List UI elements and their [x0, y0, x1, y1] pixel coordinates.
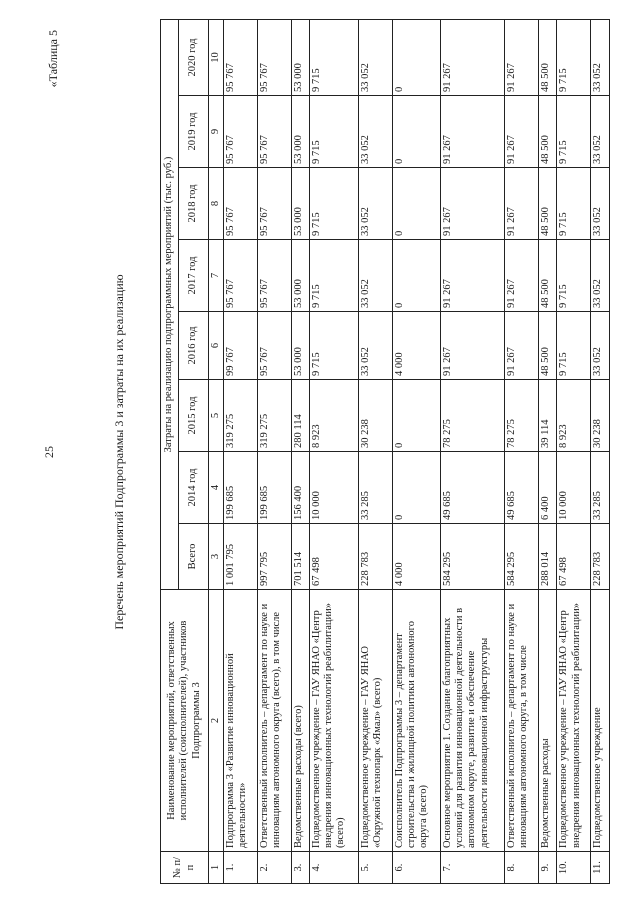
value-cell: 33 285	[358, 452, 392, 524]
table-row	[392, 20, 441, 884]
value-cell: 228 783	[358, 524, 392, 590]
table-row	[310, 20, 359, 884]
value-cell: 48 500	[538, 96, 557, 168]
value-cell: 199 685	[224, 452, 258, 524]
value-cell: 53 000	[291, 168, 310, 240]
value-cell: 10 000	[557, 452, 591, 524]
value-cell: 156 400	[291, 452, 310, 524]
rotated-content	[20, 12, 620, 892]
row-name: Ответственный исполнитель – департамент по науке и инновациям автономного округа (всего), в том числе	[257, 590, 291, 852]
value-cell: 95 767	[257, 20, 291, 96]
value-cell: 39 114	[538, 380, 557, 452]
value-cell: 99 767	[224, 312, 258, 380]
value-cell: 33 052	[591, 20, 610, 96]
table-row	[257, 20, 291, 884]
value-cell: 6 400	[538, 452, 557, 524]
row-name: Подведомственное учреждение	[591, 590, 610, 852]
value-cell: 91 267	[441, 20, 505, 96]
value-cell: 0	[392, 240, 441, 312]
value-cell: 95 767	[224, 240, 258, 312]
index-cell: 3	[209, 524, 224, 590]
row-name: Ведомственные расходы	[538, 590, 557, 852]
row-number: 11.	[591, 852, 610, 884]
value-cell: 48 500	[538, 240, 557, 312]
value-cell: 33 052	[591, 168, 610, 240]
table-row	[224, 20, 258, 884]
index-cell: 1	[209, 852, 224, 884]
value-cell: 319 275	[224, 380, 258, 452]
column-index-row	[209, 20, 224, 884]
value-cell: 280 114	[291, 380, 310, 452]
row-number: 3.	[291, 852, 310, 884]
value-cell: 95 767	[224, 168, 258, 240]
value-cell: 30 238	[358, 380, 392, 452]
value-cell: 53 000	[291, 312, 310, 380]
value-cell: 48 500	[538, 168, 557, 240]
row-number: 10.	[557, 852, 591, 884]
row-name: Подведомственное учреждение – ГАУ ЯНАО «Центр внедрения инновационных технологий реабилитации»	[557, 590, 591, 852]
expenses-table-wrap	[160, 20, 610, 884]
row-name: Ответственный исполнитель – департамент по науке и инновациям автономного округа, в том числе	[505, 590, 539, 852]
table-label: «Таблица 5	[46, 30, 60, 88]
value-cell: 33 052	[591, 312, 610, 380]
value-cell: 8 923	[557, 380, 591, 452]
row-name: Подведомственное учреждение – ГАУ ЯНАО «Центр внедрения инновационных технологий реабилитации» (всего)	[310, 590, 359, 852]
value-cell: 9 715	[557, 240, 591, 312]
value-cell: 91 267	[441, 312, 505, 380]
value-cell: 95 767	[224, 20, 258, 96]
row-number: 9.	[538, 852, 557, 884]
value-cell: 33 052	[358, 240, 392, 312]
value-cell: 8 923	[310, 380, 359, 452]
index-cell: 5	[209, 380, 224, 452]
expenses-table	[160, 19, 610, 884]
value-cell: 0	[392, 20, 441, 96]
row-name: Основное мероприятие 1. Создание благоприятных условий для развития инновационной деятельности в автономном округе, развитие и обеспечение деятельности инновационной инфраструктуры	[441, 590, 505, 852]
value-cell: 0	[392, 168, 441, 240]
value-cell: 33 285	[591, 452, 610, 524]
table-row	[591, 20, 610, 884]
header-cost-group: Затраты на реализацию подпрограммных мероприятий (тыс. руб.)	[161, 20, 179, 590]
value-cell: 199 685	[257, 452, 291, 524]
table-row	[441, 20, 505, 884]
table-row	[358, 20, 392, 884]
value-cell: 91 267	[441, 96, 505, 168]
value-cell: 95 767	[224, 96, 258, 168]
value-cell: 91 267	[505, 240, 539, 312]
value-cell: 95 767	[257, 312, 291, 380]
value-cell: 9 715	[310, 168, 359, 240]
value-cell: 78 275	[505, 380, 539, 452]
value-cell: 33 052	[358, 312, 392, 380]
table-body	[209, 20, 610, 884]
value-cell: 91 267	[505, 312, 539, 380]
page-number: 25	[42, 446, 56, 458]
value-cell: 997 795	[257, 524, 291, 590]
row-number: 8.	[505, 852, 539, 884]
index-cell: 8	[209, 168, 224, 240]
value-cell: 9 715	[310, 96, 359, 168]
value-cell: 1 001 795	[224, 524, 258, 590]
value-cell: 9 715	[557, 312, 591, 380]
value-cell: 91 267	[441, 168, 505, 240]
value-cell: 9 715	[557, 168, 591, 240]
row-number: 6.	[392, 852, 441, 884]
value-cell: 0	[392, 96, 441, 168]
value-cell: 288 014	[538, 524, 557, 590]
header-total: Всего	[179, 524, 209, 590]
value-cell: 0	[392, 452, 441, 524]
header-year-2017: 2017 год	[179, 240, 209, 312]
table-row	[505, 20, 539, 884]
value-cell: 49 685	[505, 452, 539, 524]
value-cell: 0	[392, 380, 441, 452]
value-cell: 78 275	[441, 380, 505, 452]
index-cell: 2	[209, 590, 224, 852]
value-cell: 4 000	[392, 524, 441, 590]
value-cell: 9 715	[310, 20, 359, 96]
header-year-2018: 2018 год	[179, 168, 209, 240]
row-name: Подведомственное учреждение – ГАУ ЯНАО «Окружной технопарк «Ямал» (всего)	[358, 590, 392, 852]
row-number: 7.	[441, 852, 505, 884]
row-number: 5.	[358, 852, 392, 884]
row-number: 4.	[310, 852, 359, 884]
header-year-2019: 2019 год	[179, 96, 209, 168]
value-cell: 319 275	[257, 380, 291, 452]
value-cell: 9 715	[557, 96, 591, 168]
table-row	[538, 20, 557, 884]
row-name: Подпрограмма 3 «Развитие инновационной деятельности»	[224, 590, 258, 852]
value-cell: 33 052	[591, 240, 610, 312]
header-name: Наименование мероприятий, ответственных исполнителей (соисполнителей), участников Подпрограммы 3	[161, 590, 209, 852]
value-cell: 91 267	[441, 240, 505, 312]
value-cell: 95 767	[257, 240, 291, 312]
value-cell: 584 295	[505, 524, 539, 590]
index-cell: 9	[209, 96, 224, 168]
value-cell: 91 267	[505, 96, 539, 168]
value-cell: 49 685	[441, 452, 505, 524]
row-number: 1.	[224, 852, 258, 884]
value-cell: 53 000	[291, 20, 310, 96]
value-cell: 33 052	[358, 168, 392, 240]
value-cell: 33 052	[358, 96, 392, 168]
value-cell: 9 715	[557, 20, 591, 96]
value-cell: 53 000	[291, 96, 310, 168]
value-cell: 33 052	[591, 96, 610, 168]
value-cell: 91 267	[505, 168, 539, 240]
document-title: Перечень мероприятий Подпрограммы 3 и затраты на их реализацию	[112, 274, 126, 630]
index-cell: 10	[209, 20, 224, 96]
value-cell: 33 052	[358, 20, 392, 96]
value-cell: 48 500	[538, 312, 557, 380]
table-row	[291, 20, 310, 884]
header-number: № п/п	[161, 852, 209, 884]
value-cell: 53 000	[291, 240, 310, 312]
value-cell: 67 498	[310, 524, 359, 590]
index-cell: 4	[209, 452, 224, 524]
header-year-2020: 2020 год	[179, 20, 209, 96]
value-cell: 9 715	[310, 312, 359, 380]
header-year-2014: 2014 год	[179, 452, 209, 524]
value-cell: 48 500	[538, 20, 557, 96]
value-cell: 228 783	[591, 524, 610, 590]
value-cell: 30 238	[591, 380, 610, 452]
index-cell: 6	[209, 312, 224, 380]
row-name: Ведомственные расходы (всего)	[291, 590, 310, 852]
header-year-2016: 2016 год	[179, 312, 209, 380]
header-year-2015: 2015 год	[179, 380, 209, 452]
index-cell: 7	[209, 240, 224, 312]
table-row	[557, 20, 591, 884]
row-name: Соисполнитель Подпрограммы 3 – департамент строительства и жилищной политики автономного округа (всего)	[392, 590, 441, 852]
value-cell: 10 000	[310, 452, 359, 524]
row-number: 2.	[257, 852, 291, 884]
value-cell: 91 267	[505, 20, 539, 96]
value-cell: 584 295	[441, 524, 505, 590]
value-cell: 67 498	[557, 524, 591, 590]
value-cell: 4 000	[392, 312, 441, 380]
value-cell: 95 767	[257, 96, 291, 168]
value-cell: 701 514	[291, 524, 310, 590]
value-cell: 9 715	[310, 240, 359, 312]
value-cell: 95 767	[257, 168, 291, 240]
